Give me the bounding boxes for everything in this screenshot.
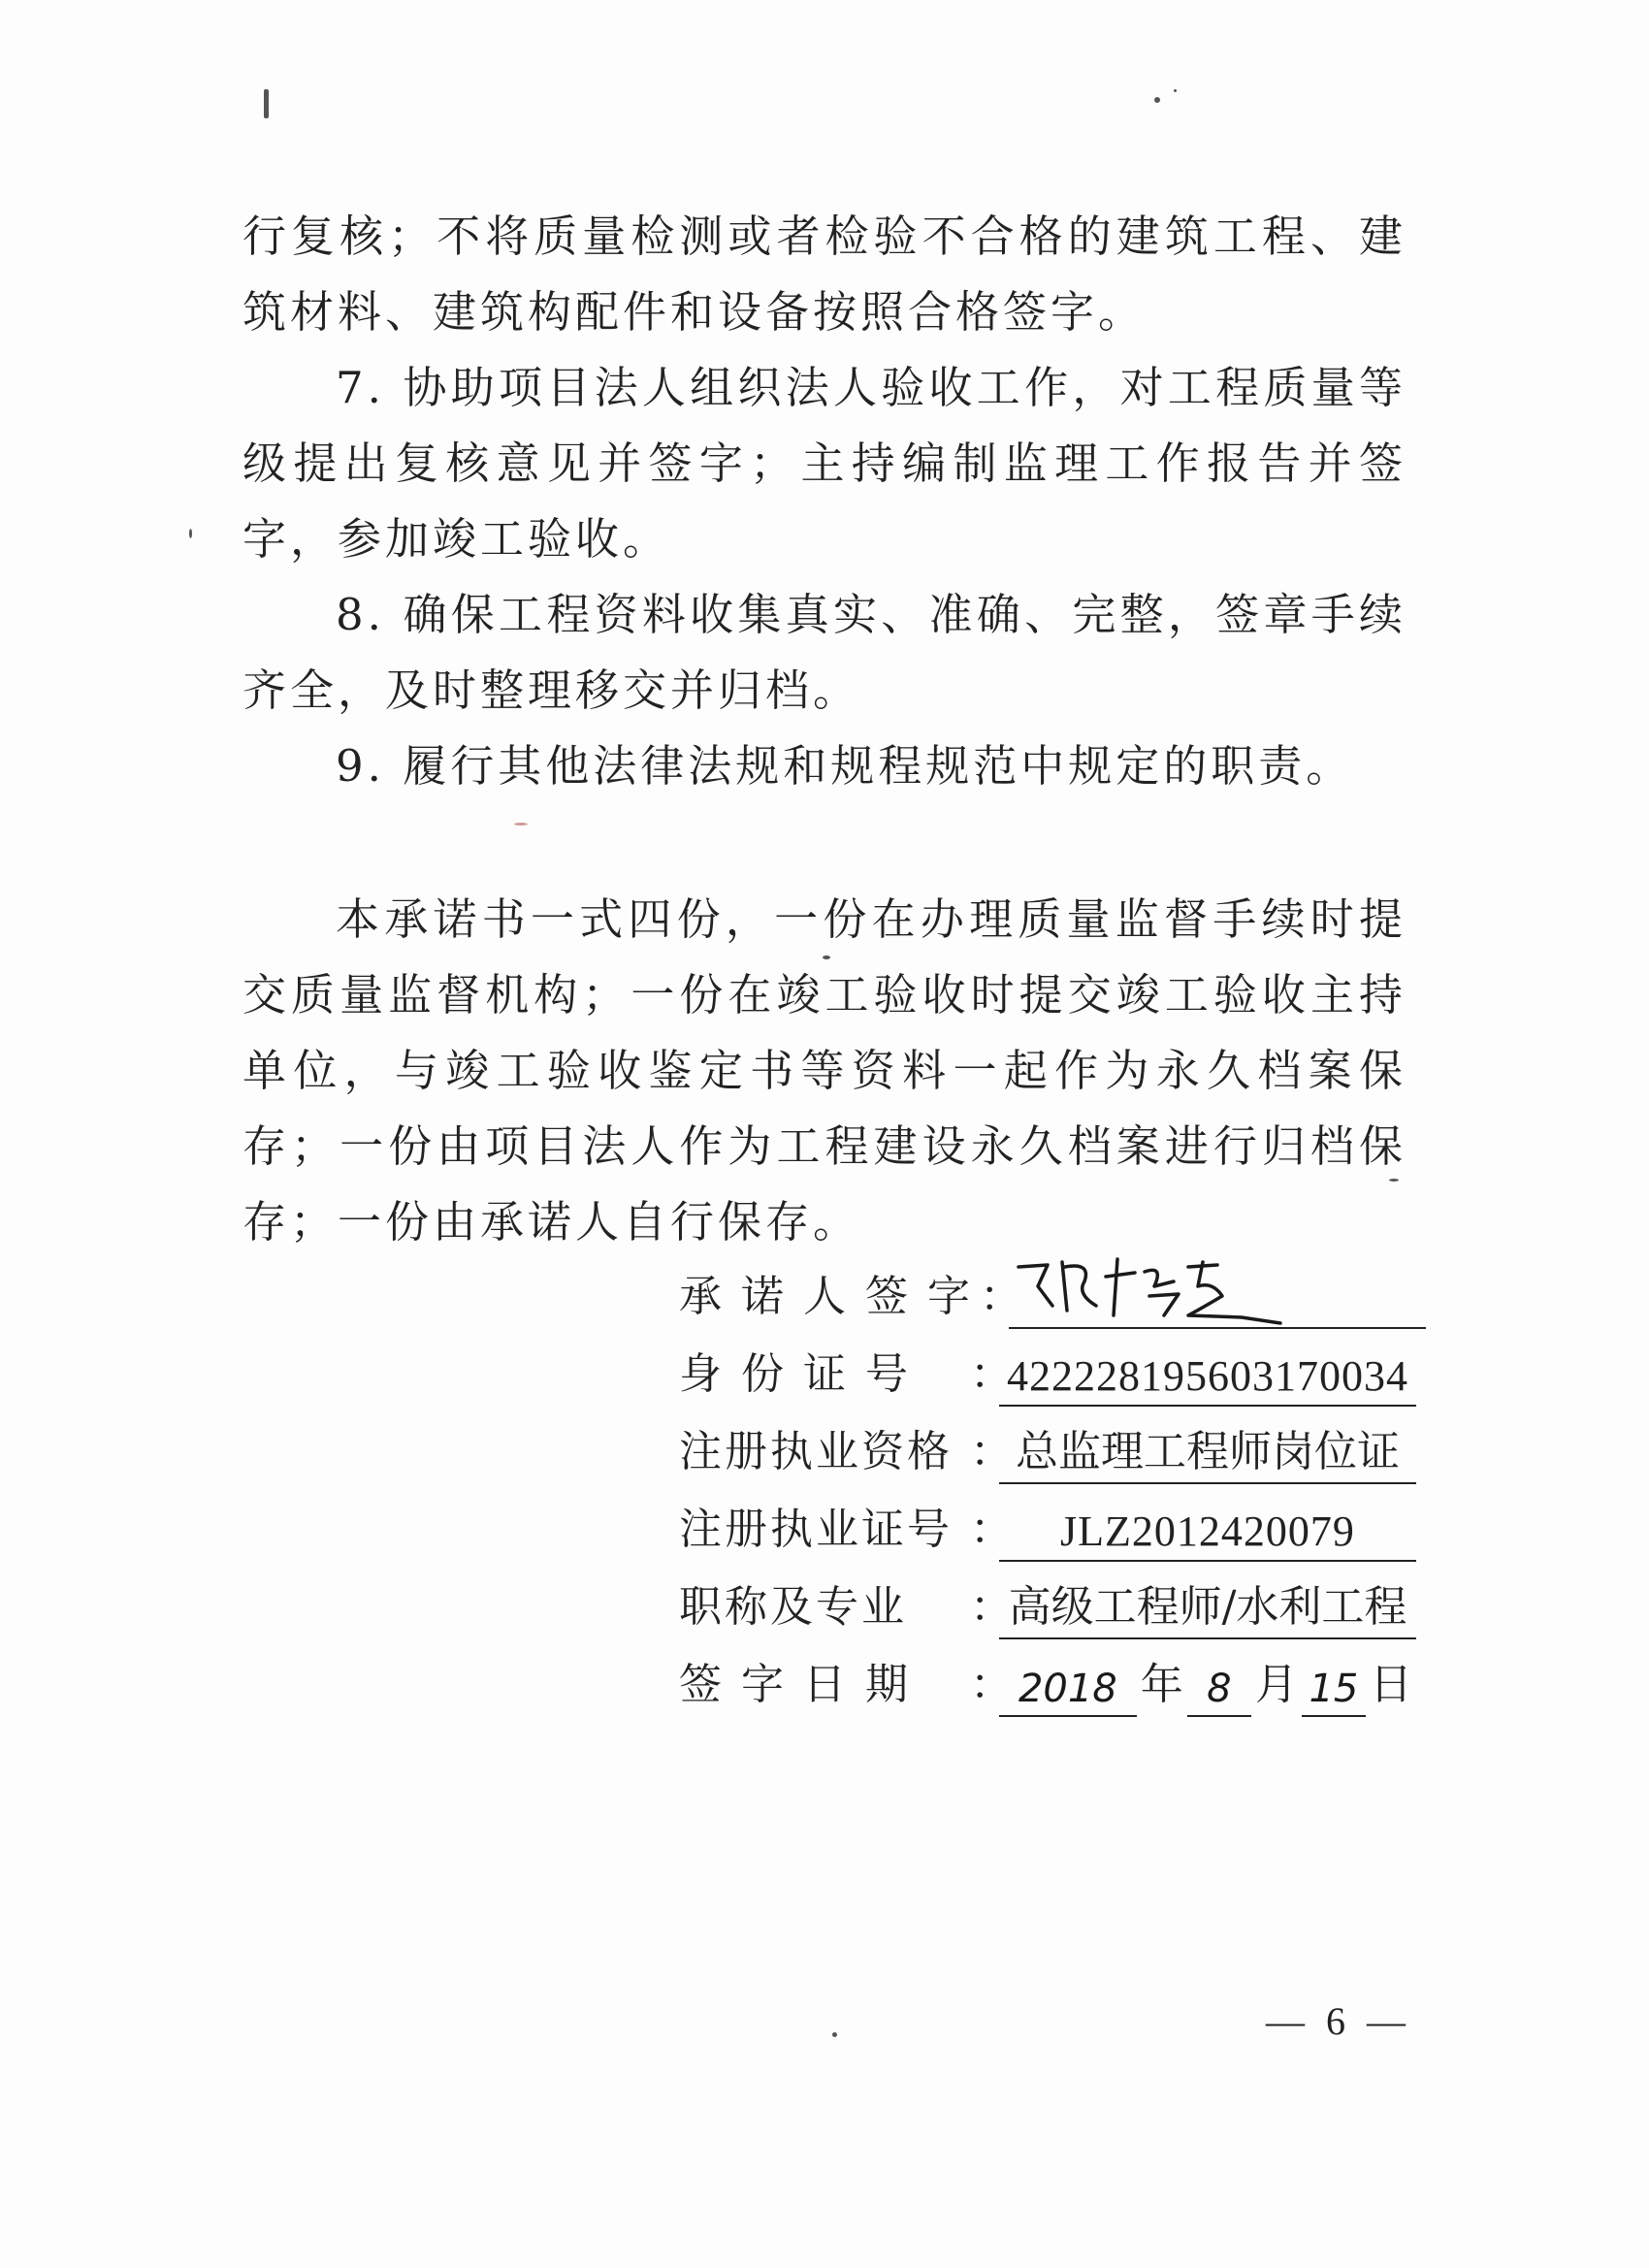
title-label: 职称及专业 bbox=[679, 1582, 907, 1632]
scan-speck bbox=[189, 529, 192, 538]
title-row bbox=[679, 1562, 1416, 1639]
qualification-label: 注册执业资格 bbox=[679, 1427, 953, 1476]
date-year: 2018 bbox=[999, 1667, 1137, 1717]
id-row bbox=[679, 1329, 1416, 1407]
date-field bbox=[999, 1649, 1416, 1717]
date-row bbox=[679, 1639, 1416, 1717]
scan-speck bbox=[264, 89, 269, 118]
id-value: 422228195603170034 bbox=[999, 1351, 1416, 1407]
signer-label: 承诺人签字 bbox=[679, 1272, 989, 1321]
qualification-value: 总监理工程师岗位证 bbox=[999, 1416, 1416, 1484]
date-day-unit: 日 bbox=[1370, 1660, 1412, 1709]
colon: ： bbox=[970, 1582, 1013, 1632]
date-label: 签字日期 bbox=[679, 1660, 927, 1709]
date-year-unit: 年 bbox=[1140, 1660, 1183, 1709]
qualification-row bbox=[679, 1407, 1416, 1484]
date-month: 8 bbox=[1187, 1667, 1251, 1717]
page-number: — 6 — bbox=[1266, 1999, 1411, 2043]
scan-speck bbox=[832, 2032, 837, 2037]
paragraph-item-9: 9. 履行其他法律法规和规程规范中规定的职责。 bbox=[336, 740, 1354, 792]
date-day: 15 bbox=[1302, 1667, 1366, 1717]
colon: ： bbox=[970, 1349, 1013, 1399]
cert-label: 注册执业证号 bbox=[679, 1505, 953, 1554]
paragraph-closing: 本承诺书一式四份，一份在办理质量监督手续时提交质量监督机构；一份在竣工验收时提交竣工验收主持单位，与竣工验收鉴定书等资料一起作为永久档案保存；一份由项目法人作为工程建设永久档案进行归档保存；一份由承诺人自行保存。 bbox=[242, 893, 1406, 1247]
cert-row bbox=[679, 1484, 1416, 1562]
colon: ： bbox=[970, 1505, 1013, 1554]
colon: ： bbox=[970, 1660, 1013, 1709]
scan-speck bbox=[1154, 97, 1160, 103]
signer-row bbox=[679, 1251, 1416, 1329]
paragraph-item-8: 8. 确保工程资料收集真实、准确、完整，签章手续齐全，及时整理移交并归档。 bbox=[242, 589, 1406, 716]
handwritten-signature bbox=[1009, 1247, 1300, 1325]
body-text bbox=[242, 199, 1406, 1260]
cert-value: JLZ2012420079 bbox=[999, 1507, 1416, 1562]
signature-field bbox=[1009, 1255, 1426, 1329]
scan-speck bbox=[1174, 89, 1177, 92]
colon: ： bbox=[970, 1427, 1013, 1476]
paragraph-item-7: 7. 协助项目法人组织法人验收工作，对工程质量等级提出复核意见并签字；主持编制监理工作报告并签字，参加竣工验收。 bbox=[242, 362, 1406, 565]
paragraph-continuation: 行复核；不将质量检测或者检验不合格的建筑工程、建筑材料、建筑构配件和设备按照合格签字。 bbox=[242, 211, 1406, 338]
id-label: 身份证号 bbox=[679, 1349, 927, 1399]
signature-block bbox=[679, 1251, 1416, 1717]
title-value: 高级工程师/水利工程 bbox=[999, 1571, 1416, 1639]
colon: ： bbox=[980, 1272, 1022, 1321]
date-month-unit: 月 bbox=[1254, 1660, 1298, 1709]
